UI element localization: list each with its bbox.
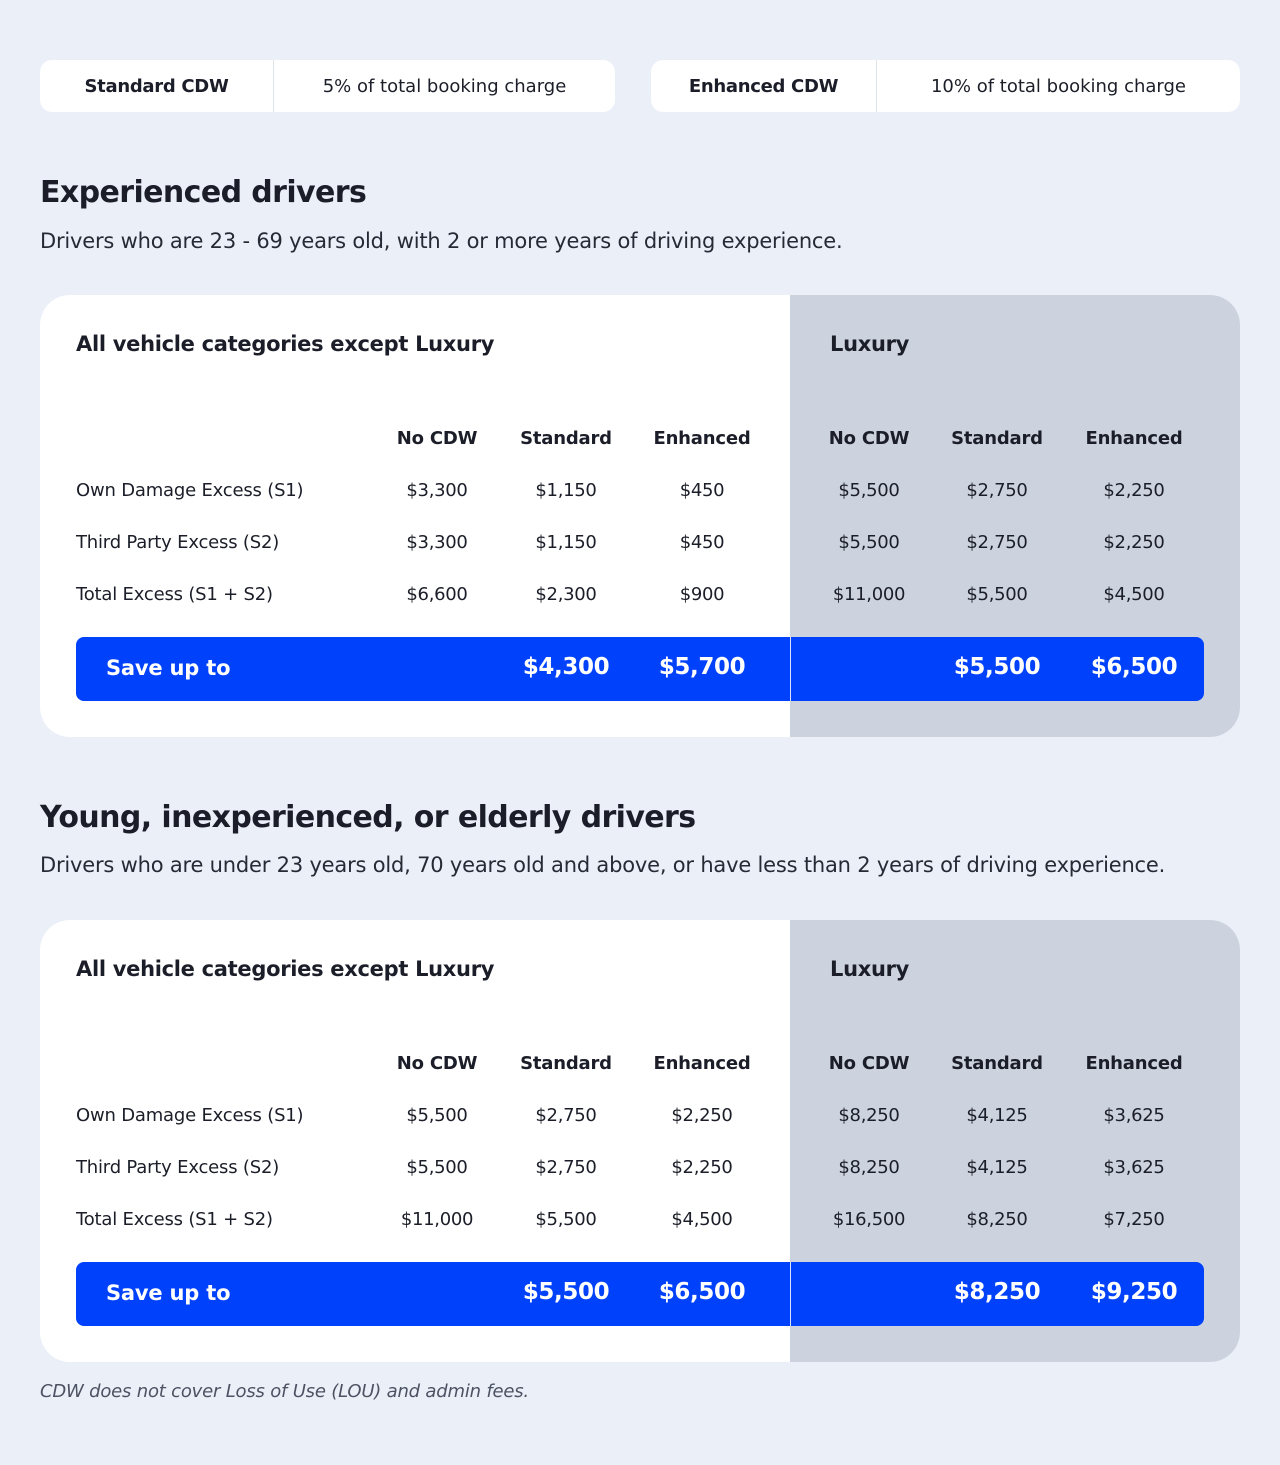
column-header: No CDW (828, 1053, 910, 1074)
pill-value: 5% of total booking charge (322, 75, 567, 97)
table-cell: $2,750 (966, 532, 1028, 553)
table-cell: $4,125 (966, 1105, 1028, 1126)
excess-table-card-young-elderly (40, 920, 1240, 1362)
column-header: Enhanced (1085, 428, 1183, 449)
table-cell: $4,500 (1103, 584, 1165, 605)
column-header: No CDW (396, 1053, 478, 1074)
section-description: Drivers who are under 23 years old, 70 years old and above, or have less than 2 years of driving experience. (40, 853, 1166, 877)
table-cell: $8,250 (838, 1105, 900, 1126)
column-header: Standard (520, 428, 612, 449)
table-cell: $2,250 (1103, 480, 1165, 501)
column-header: Enhanced (653, 1053, 751, 1074)
save-up-to-bar (76, 637, 1204, 701)
pill-name: Standard CDW (40, 60, 274, 112)
enhanced-cdw-pill (651, 60, 1240, 112)
table-cell: $2,750 (966, 480, 1028, 501)
section-description: Drivers who are 23 - 69 years old, with 2 or more years of driving experience. (40, 229, 843, 253)
pill-name: Enhanced CDW (651, 60, 877, 112)
table-cell: $4,500 (671, 1209, 733, 1230)
table-cell: $2,750 (535, 1157, 597, 1178)
table-cell: $11,000 (832, 584, 906, 605)
save-up-to-label: Save up to (106, 656, 231, 680)
section-title-young-elderly: Young, inexperienced, or elderly drivers (40, 800, 696, 835)
save-amount: $8,250 (953, 1279, 1041, 1305)
save-amount: $5,500 (522, 1279, 610, 1305)
save-amount: $5,700 (658, 654, 746, 680)
group-heading-standard-vehicles: All vehicle categories except Luxury (76, 957, 495, 981)
save-amount: $4,300 (522, 654, 610, 680)
table-cell: $450 (679, 532, 725, 553)
row-label: Total Excess (S1 + S2) (76, 584, 273, 605)
save-amount: $5,500 (953, 654, 1041, 680)
save-bar-divider (790, 637, 791, 701)
column-header: No CDW (828, 428, 910, 449)
column-header: Enhanced (653, 428, 751, 449)
table-cell: $7,250 (1103, 1209, 1165, 1230)
table-cell: $6,600 (406, 584, 468, 605)
table-cell: $5,500 (966, 584, 1028, 605)
table-cell: $1,150 (535, 532, 597, 553)
row-label: Own Damage Excess (S1) (76, 480, 304, 501)
excess-table-card-experienced (40, 295, 1240, 737)
save-up-to-label: Save up to (106, 1281, 231, 1305)
table-cell: $16,500 (832, 1209, 906, 1230)
table-cell: $4,125 (966, 1157, 1028, 1178)
column-header: Standard (951, 428, 1043, 449)
table-cell: $900 (679, 584, 725, 605)
column-header: Standard (951, 1053, 1043, 1074)
table-cell: $450 (679, 480, 725, 501)
save-bar-divider (790, 1262, 791, 1326)
column-header: No CDW (396, 428, 478, 449)
table-cell: $3,625 (1103, 1157, 1165, 1178)
table-cell: $11,000 (400, 1209, 474, 1230)
save-amount: $6,500 (658, 1279, 746, 1305)
row-label: Third Party Excess (S2) (76, 1157, 280, 1178)
table-cell: $2,250 (671, 1157, 733, 1178)
save-up-to-bar (76, 1262, 1204, 1326)
column-header: Enhanced (1085, 1053, 1183, 1074)
table-cell: $2,750 (535, 1105, 597, 1126)
row-label: Own Damage Excess (S1) (76, 1105, 304, 1126)
table-cell: $2,250 (671, 1105, 733, 1126)
table-cell: $1,150 (535, 480, 597, 501)
table-cell: $5,500 (406, 1157, 468, 1178)
table-cell: $3,625 (1103, 1105, 1165, 1126)
table-cell: $3,300 (406, 532, 468, 553)
pill-value: 10% of total booking charge (930, 75, 1187, 97)
group-heading-luxury: Luxury (830, 957, 910, 981)
section-title-experienced: Experienced drivers (40, 175, 367, 210)
footnote: CDW does not cover Loss of Use (LOU) and admin fees. (40, 1381, 529, 1402)
table-cell: $5,500 (838, 480, 900, 501)
table-cell: $3,300 (406, 480, 468, 501)
group-heading-luxury: Luxury (830, 332, 910, 356)
table-cell: $5,500 (406, 1105, 468, 1126)
row-label: Total Excess (S1 + S2) (76, 1209, 273, 1230)
table-cell: $2,300 (535, 584, 597, 605)
column-header: Standard (520, 1053, 612, 1074)
table-cell: $8,250 (966, 1209, 1028, 1230)
table-cell: $5,500 (535, 1209, 597, 1230)
table-cell: $2,250 (1103, 532, 1165, 553)
table-cell: $5,500 (838, 532, 900, 553)
standard-cdw-pill (40, 60, 615, 112)
save-amount: $6,500 (1090, 654, 1178, 680)
group-heading-standard-vehicles: All vehicle categories except Luxury (76, 332, 495, 356)
row-label: Third Party Excess (S2) (76, 532, 280, 553)
table-cell: $8,250 (838, 1157, 900, 1178)
save-amount: $9,250 (1090, 1279, 1178, 1305)
